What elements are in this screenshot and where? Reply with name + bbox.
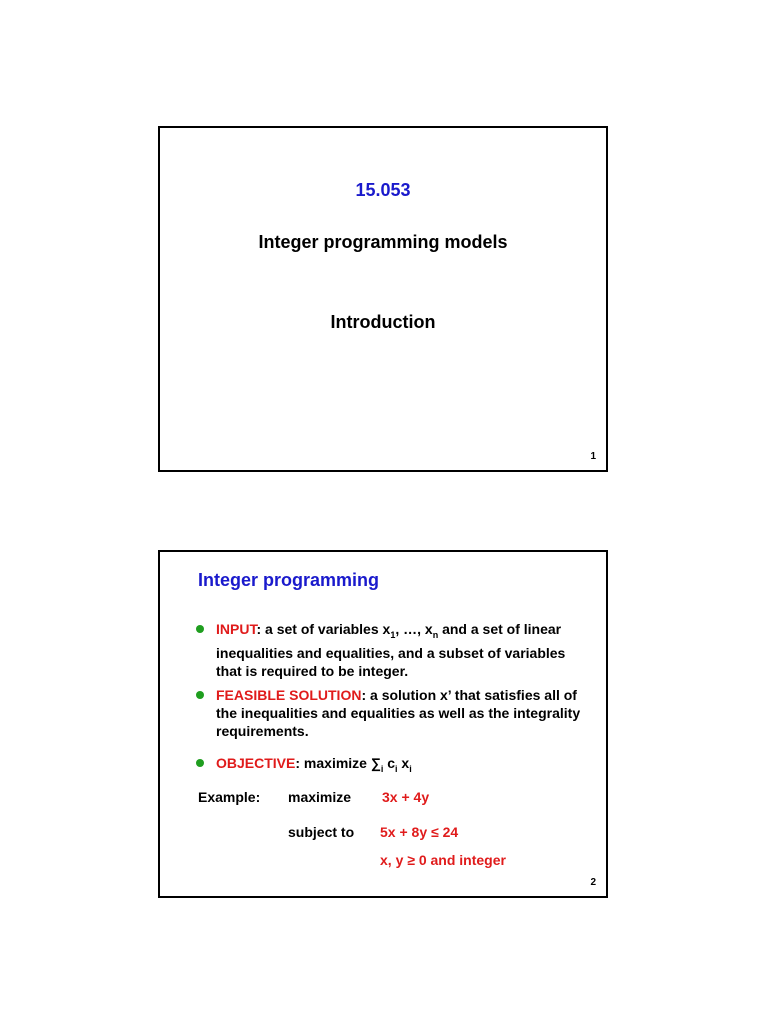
bullet-icon — [196, 759, 204, 767]
slide-2 — [158, 550, 608, 898]
example-subject-to: subject to — [288, 824, 355, 840]
example-constraint-1: 5x + 8y ≤ 24 — [380, 824, 459, 840]
bullet-label: OBJECTIVE — [216, 755, 296, 771]
bullet-feasible-solution: FEASIBLE SOLUTION: a solution x’ that satisfies all of the inequalities and equalities as well as the integrality requirements. — [196, 686, 586, 740]
bullet-icon — [196, 691, 204, 699]
bullet-input: INPUT: a set of variables $x_1$, …, $x_n$ and a set of linear inequalities and equalities, and a subset of variables that is required to be integer. — [196, 620, 586, 680]
page-number: 2 — [590, 877, 596, 888]
example-objective: 3x + 4y — [382, 789, 430, 805]
example-label: Example: — [198, 789, 261, 805]
bullet-icon — [196, 625, 204, 633]
bullet-label: FEASIBLE SOLUTION — [216, 687, 362, 703]
slide-title: Integer programming models — [258, 232, 508, 252]
bullet-label: INPUT — [216, 621, 257, 637]
slide-1 — [158, 126, 608, 472]
slide-heading: Integer programming — [198, 570, 380, 590]
course-number: 15.053 — [355, 180, 411, 200]
slide-subtitle: Introduction — [330, 312, 436, 332]
bullet-objective: OBJECTIVE: maximize $\sum_i$ $c_i$ $x_i$ — [196, 754, 586, 778]
example-constraint-2: x, y ≥ 0 and integer — [380, 852, 506, 868]
page-number: 1 — [590, 451, 596, 462]
example-maximize: maximize — [288, 789, 352, 805]
